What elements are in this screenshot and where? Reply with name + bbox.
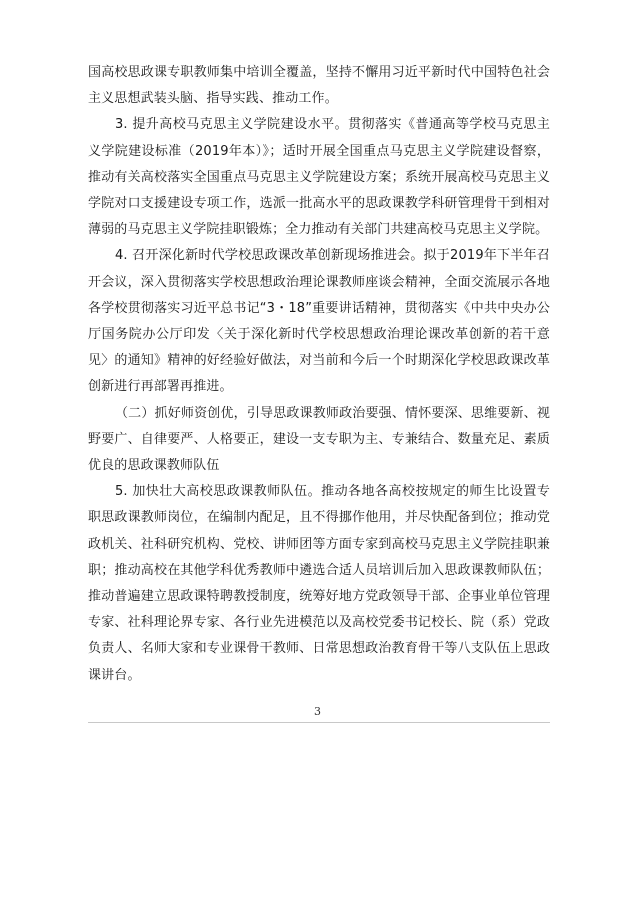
paragraph-continuation: 国高校思政课专职教师集中培训全覆盖，坚持不懈用习近平新时代中国特色社会主义思想武装头脑、指导实践、推动工作。 xyxy=(88,65,550,107)
footer-divider xyxy=(88,722,550,723)
paragraph-item-4: 4. 召开深化新时代学校思政课改革创新现场推进会。拟于2019年下半年召开会议，深入贯彻落实学校思想政治理论课教师座谈会精神，全面交流展示各地各学校贯彻落实习近平总书记“3・18”重要讲话精神，贯彻落实《中共中央办公厅国务院办公厅印发〈关于深化新时代学校思想政治理论课改革创新的若干意见〉的通知》精神的好经验好做法，对当前和今后一个时期深化学校思政课改革创新进行再部署再推进。 xyxy=(88,248,550,395)
page-number: 3 xyxy=(314,705,321,718)
paragraph-item-3: 3. 提升高校马克思主义学院建设水平。贯彻落实《普通高等学校马克思主义学院建设标准（2019年本）》；适时开展全国重点马克思主义学院建设督察，推动有关高校落实全国重点马克思主义学院建设方案；系统开展高校马克思主义学院对口支援建设专项工作，选派一批高水平的思政课教学科研管理骨干到相对薄弱的马克思主义学院挂职锻炼；全力推动有关部门共建高校马克思主义学院。 xyxy=(88,117,550,238)
body-text xyxy=(88,60,550,689)
paragraph-item-5: 5. 加快壮大高校思政课教师队伍。推动各地各高校按规定的师生比设置专职思政课教师岗位，在编制内配足，且不得挪作他用，并尽快配备到位；推动党政机关、社科研究机构、党校、讲师团等方面专家到高校马克思主义学院挂职兼职；推动高校在其他学科优秀教师中遴选合适人员培训后加入思政课教师队伍；推动普遍建立思政课特聘教授制度，统筹好地方党政领导干部、企事业单位管理专家、社科理论界专家、各行业先进模范以及高校党委书记校长、院（系）党政负责人、名师大家和专业课骨干教师、日常思想政治教育骨干等八支队伍上思政课讲台。 xyxy=(88,484,550,683)
section-heading-2: （二）抓好师资创优，引导思政课教师政治要强、情怀要深、思维要新、视野要广、自律要严、人格要正，建设一支专职为主、专兼结合、数量充足、素质优良的思政课教师队伍 xyxy=(88,405,550,474)
